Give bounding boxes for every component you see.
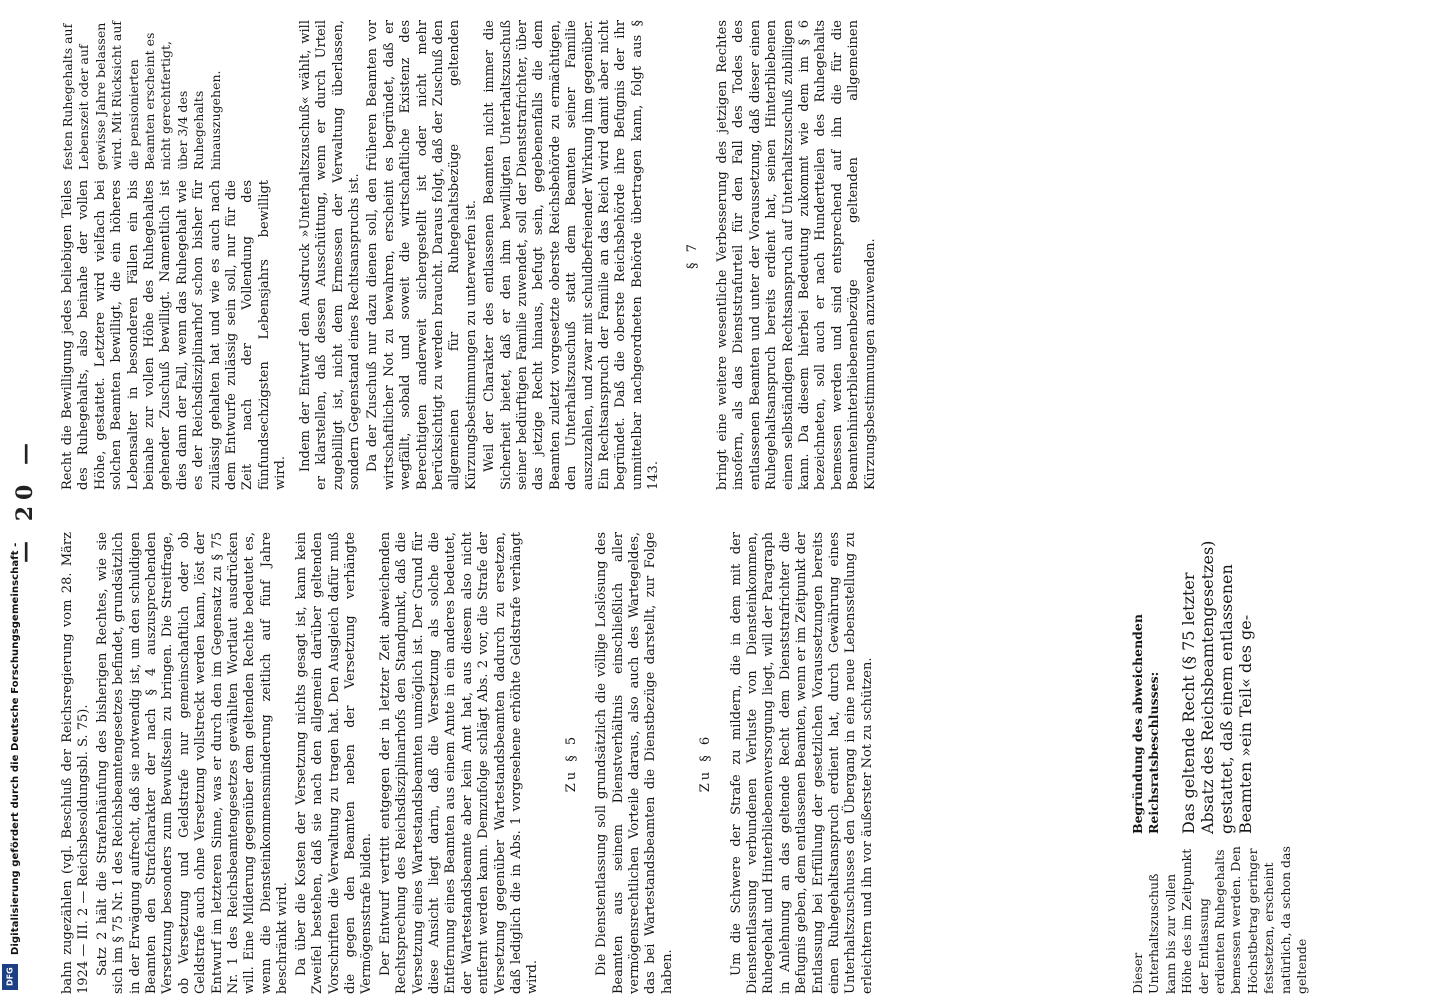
left-paragraph: bahn zugezählen (vgl. Beschluß der Reichsregierung vom 28. März 1924 — III. 2 — Reichsbesoldungsbl. S. 75). (60, 532, 92, 994)
left-paragraph: Da über die Kosten der Versetzung nichts gesagt ist, kann kein Zweifel bestehen, daß sie nach den allgemein darüber geltenden Vorschriften die Verwaltung zu tragen hat. Den Ausgleich dafür muß die gegen den Beamten neben der Versetzung verhängte Vermögensstrafe bilden. (293, 532, 375, 994)
left-paragraph: Satz 2 hält die Strafenhäufung des bisherigen Rechtes, wie sie sich im § 75 Nr. 1 des Reichsbeamtengesetzes befindet, grundsätzlich in der Erwägung aufrecht, daß sie notwendig ist, um den schuldigen Beamten den Strafcharakter der nach § 4 auszusprechenden Versetzung besonders zum Bewußtsein zu bringen. Die Streitfrage, ob Versetzung und Geldstrafe nur gemeinschaftlich oder ob Geldstrafe auch ohne Versetzung vollstreckt werden kann, löst der Entwurf im letzteren Sinne, was er durch den im Gegensatz zu § 75 Nr. 1 des Reichsbeamtengesetzes gewählten Wortlaut ausdrücken will. Eine Milderung gegenüber dem geltenden Rechte bedeutet es, wenn die Diensteinkommensminderung zeitlich auf fünf Jahre beschränkt wird. (94, 532, 291, 994)
bottom-split-block (1130, 532, 1310, 994)
section-7-text: bringt eine weitere wesentliche Verbesserung des jetzigen Rechtes insofern, als das Dienststrafurteil für den Fall des Todes des entlassenen Beamten und unter der Voraussetzung, daß dieser einen Ruhegehaltsanspruch bereits erdient hat, seinen Hinterbliebenen einen selbständigen Rechtsanspruch auf Unterhaltszuschuß zubilligen kann. Da diesem hierbei Bedeutung zukommt wie dem im § 6 bezeichneten, soll auch er nach Hundertteilen des Ruhegehalts bemessen werden und sind entsprechend auf ihn die für die Beamtenhinterbliebenenbezüge geltenden allgemeinen Kürzungsbestimmungen anzuwenden. (715, 20, 878, 490)
section-6-text: Um die Schwere der Strafe zu mildern, die in dem mit der Dienstentlassung verbundenen Verluste von Diensteinkommen, Ruhegehalt und Hinterbliebenenversorgung liegt, will der Paragraph in Anlehnung an das geltende Recht dem Dienststrafrichter die Befugnis geben, dem entlassenen Beamten, wenn er im Zeitpunkt der Entlassung bei Erfüllung der gesetzlichen Voraussetzungen bereits einen Ruhegehaltsanspruch erdient hat, durch Gewährung eines Unterhaltszuschusses den Übergang in eine neue Lebensstellung zu erleichtern und ihn vor äußerster Not zu schützen. (728, 532, 875, 994)
bottom-left-text: Dieser Unterhaltszuschuß kann bis zur vollen Höhe des im Zeitpunkt der Entlassung erdienten Ruhegehalts bemessen werden. Den Höchstbetrag geringer festsetzen, erscheint natürlich, da schon das geltende (1130, 846, 1310, 994)
right-top-side: festen Ruhegehalts auf Lebenszeit oder auf gewisse Jahre belassen wird. Mit Rücksicht auf die pensionierten Beamten erscheint es nicht gerechtfertigt, über 3/4 des Ruhegehalts hinauszugehen. (60, 20, 223, 170)
right-top-text: Recht die Bewilligung jedes beliebigen Teiles des Ruhegehalts, also beinahe der vollen Höhe, gestattet. Letztere wird vielfach bei solchen Beamten bewilligt, die ein höheres Lebensalter in besonderen Fällen ein bis beinahe zur vollen Höhe des Ruhegehaltes gehender Zuschuß bewilligt. Namentlich ist dies dann der Fall, wenn das Ruhegehalt wie es der Reichsdisziplinarhof schon bisher für zulässig gehalten hat und wie es auch nach dem Entwurfe zulässig sein soll, nur für die Zeit nach der Vollendung des fünfundsechzigsten Lebensjahrs bewilligt wird. (60, 180, 289, 490)
right-column (60, 20, 881, 490)
dfg-logo: DFG (2, 964, 18, 990)
page-number: — 20 — (12, 437, 38, 563)
right-paragraph: Weil der Charakter des entlassenen Beamten nicht immer die Sicherheit bietet, daß er den ihm bewilligten Unterhaltszuschuß seiner bedürftigen Familie zuwendet, soll der Dienststrafrichter, über das jetzige Recht hinaus, befugt sein, gegebenenfalls die dem Beamten zuletzt vorgesetzte oberste Reichsbehörde zu ermächtigen, den Unterhaltszuschuß statt dem Beamten seiner Familie auszuzahlen, und zwar mit schuldbefreiender Wirkung ihm gegenüber. Ein Rechtsanspruch der Familie an das Reich wird damit aber nicht begründet. Daß die oberste Reichsbehörde ihre Befugnis der ihr unmittelbar nachgeordneten Behörde übertragen kann, folgt aus § 143. (482, 20, 662, 490)
credit-text: Digitalisierung gefördert durch die Deutsche Forschungsgemeinschaft - (10, 542, 21, 955)
section-5-text: Die Dienstentlassung soll grundsätzlich die völlige Loslösung des Beamten aus seinem Dienstverhältnis einschließlich aller vermögensrechtlichen Vorteile daraus, also auch des Wartegeldes, das bei Wartestandsbeamten die Dienstbezüge darstellt, zur Folge haben. (594, 532, 675, 994)
bottom-right-text: Das geltende Recht (§ 75 letzter Absatz des Reichsbeamtengesetzes) gestattet, daß einem entlassenen Beamten »ein Teil« des ge- (1178, 540, 1255, 834)
left-column (60, 532, 878, 994)
right-top-split (60, 20, 292, 490)
right-top-body (60, 180, 292, 490)
section-heading-5: Zu § 5 (563, 733, 579, 793)
section-heading-6: Zu § 6 (698, 733, 714, 793)
bottom-right-block (1130, 532, 1310, 834)
section-heading-7: § 7 (684, 241, 700, 269)
reichsrat-sidenote: Begründung des abweichenden Reichsratsbeschlusses: (1130, 614, 1162, 834)
right-paragraph: Da der Zuschuß nur dazu dienen soll, den früheren Beamten vor wirtschaftlicher Not zu bewahren, erscheint es begründet, daß er wegfällt, sobald und soweit die wirtschaftliche Existenz des Berechtigten anderweit sichergestellt ist oder nicht mehr berücksichtigt zu werden braucht. Daraus folgt, daß der Zuschuß den allgemeinen für Ruhegehaltsbezüge geltenden Kürzungsbestimmungen zu unterwerfen ist. (365, 20, 479, 490)
left-paragraph: Der Entwurf vertritt entgegen der in letzter Zeit abweichenden Rechtsprechung des Reichsdisziplinarhofs den Standpunkt, daß die Versetzung eines Wartestandsbeamten unmöglich ist. Der Grund für diese Ansicht liegt darin, daß die Versetzung als solche die Entfernung eines Beamten aus einem Amte in ein anderes bedeutet, der Wartestandsbeamte aber kein Amt hat, aus diesem also nicht entfernt werden kann. Demzufolge schlägt Abs. 2 vor, die Strafe der Versetzung gegenüber Wartestandsbeamten dadurch zu ersetzen, daß lediglich die in Abs. 1 vorgesehene erhöhte Geldstrafe verhängt wird. (377, 532, 541, 994)
right-paragraph: Indem der Entwurf den Ausdruck »Unterhaltszuschuß« wählt, will er klarstellen, daß dessen Ausschüttung, wenn er durch Urteil zugebilligt ist, nicht dem Ermessen der Verwaltung überlassen, sondern Gegenstand eines Rechtsanspruchs ist. (297, 20, 362, 490)
